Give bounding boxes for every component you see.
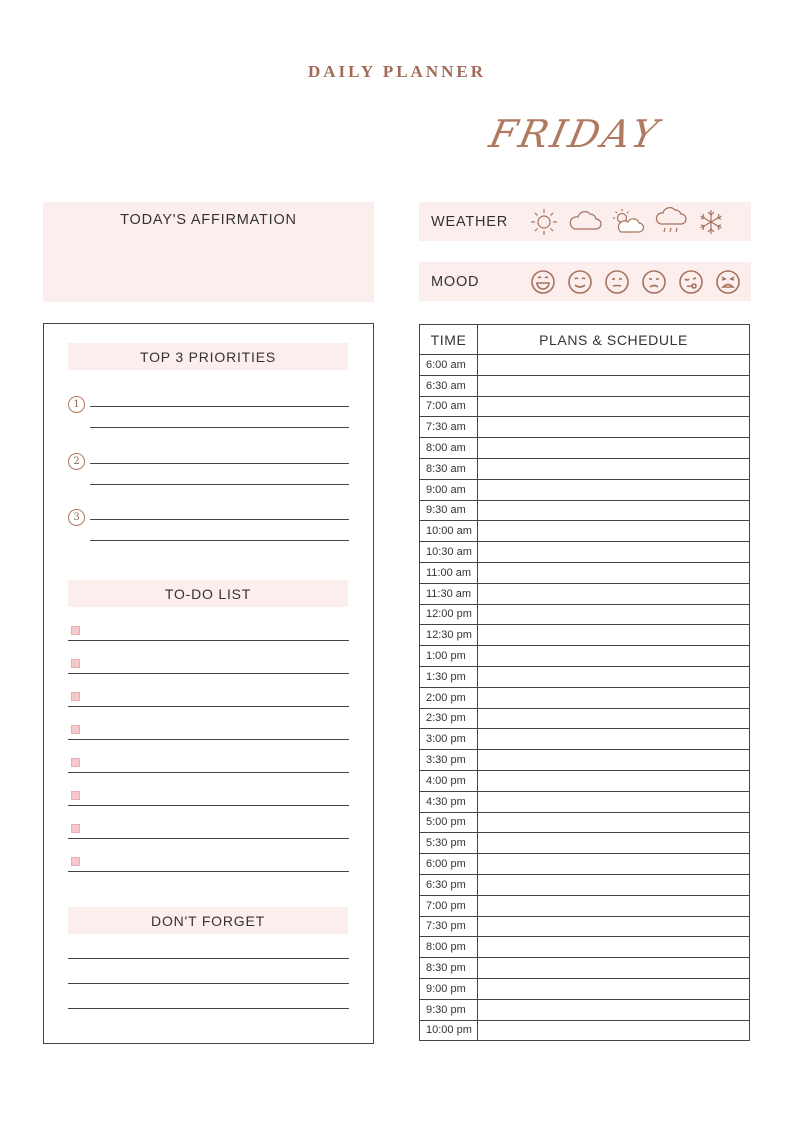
sun-icon[interactable] xyxy=(529,207,559,237)
checkbox[interactable] xyxy=(71,659,80,668)
time-slot-label: 7:00 am xyxy=(420,396,478,417)
priority-line[interactable] xyxy=(90,484,349,485)
table-row xyxy=(420,874,750,895)
table-row xyxy=(420,666,750,687)
time-slot-label: 9:00 pm xyxy=(420,978,478,999)
time-slot-label: 7:30 am xyxy=(420,417,478,438)
dont-forget-line[interactable] xyxy=(68,958,349,959)
left-panel xyxy=(43,323,374,1044)
table-row xyxy=(420,708,750,729)
time-slot-label: 6:00 am xyxy=(420,355,478,376)
time-slot-label: 8:30 pm xyxy=(420,958,478,979)
plan-cell[interactable] xyxy=(478,791,750,812)
neutral-face-icon[interactable] xyxy=(603,268,631,296)
time-slot-label: 8:30 am xyxy=(420,458,478,479)
time-slot-label: 10:30 am xyxy=(420,542,478,563)
checkbox[interactable] xyxy=(71,725,80,734)
priorities-heading: TOP 3 PRIORITIES xyxy=(68,343,348,370)
table-row xyxy=(420,916,750,937)
time-slot-label: 9:30 pm xyxy=(420,999,478,1020)
table-row xyxy=(420,604,750,625)
todo-line[interactable] xyxy=(68,805,349,806)
table-row xyxy=(420,375,750,396)
table-row xyxy=(420,750,750,771)
todo-item[interactable] xyxy=(68,791,349,811)
priority-number: 3 xyxy=(68,509,85,526)
plan-cell[interactable] xyxy=(478,708,750,729)
priority-item[interactable] xyxy=(68,509,349,549)
schedule-table xyxy=(419,324,750,1041)
time-slot-label: 5:00 pm xyxy=(420,812,478,833)
plan-cell[interactable] xyxy=(478,417,750,438)
table-row xyxy=(420,687,750,708)
cloud-icon[interactable] xyxy=(568,207,602,237)
time-slot-label: 10:00 am xyxy=(420,521,478,542)
plan-cell[interactable] xyxy=(478,770,750,791)
priority-line[interactable] xyxy=(90,519,349,520)
plan-cell[interactable] xyxy=(478,750,750,771)
day-name: FRIDAY xyxy=(485,112,665,156)
table-row xyxy=(420,729,750,750)
table-row xyxy=(420,958,750,979)
todo-item[interactable] xyxy=(68,758,349,778)
todo-line[interactable] xyxy=(68,739,349,740)
todo-item[interactable] xyxy=(68,659,349,679)
time-slot-label: 10:00 pm xyxy=(420,1020,478,1041)
plan-cell[interactable] xyxy=(478,625,750,646)
plan-cell[interactable] xyxy=(478,521,750,542)
todo-item[interactable] xyxy=(68,626,349,646)
time-slot-label: 6:30 pm xyxy=(420,874,478,895)
plan-cell[interactable] xyxy=(478,895,750,916)
table-row xyxy=(420,625,750,646)
plan-cell[interactable] xyxy=(478,355,750,376)
table-row xyxy=(420,999,750,1020)
table-row xyxy=(420,791,750,812)
plan-cell[interactable] xyxy=(478,1020,750,1041)
table-row xyxy=(420,396,750,417)
table-row xyxy=(420,854,750,875)
table-row xyxy=(420,1020,750,1041)
table-row xyxy=(420,458,750,479)
time-slot-label: 6:00 pm xyxy=(420,854,478,875)
plan-cell[interactable] xyxy=(478,583,750,604)
table-row xyxy=(420,355,750,376)
time-slot-label: 12:00 pm xyxy=(420,604,478,625)
plan-cell[interactable] xyxy=(478,999,750,1020)
time-slot-label: 6:30 am xyxy=(420,375,478,396)
table-row xyxy=(420,770,750,791)
todo-item[interactable] xyxy=(68,857,349,877)
table-row xyxy=(420,833,750,854)
time-slot-label: 3:00 pm xyxy=(420,729,478,750)
time-slot-label: 7:00 pm xyxy=(420,895,478,916)
time-slot-label: 7:30 pm xyxy=(420,916,478,937)
time-slot-label: 1:30 pm xyxy=(420,666,478,687)
time-slot-label: 8:00 am xyxy=(420,438,478,459)
table-row xyxy=(420,978,750,999)
partly-cloudy-icon[interactable] xyxy=(611,207,645,237)
mood-bar xyxy=(419,262,751,301)
plan-cell[interactable] xyxy=(478,396,750,417)
plan-cell[interactable] xyxy=(478,729,750,750)
plan-cell[interactable] xyxy=(478,666,750,687)
table-row xyxy=(420,812,750,833)
sad-face-icon[interactable] xyxy=(640,268,668,296)
checkbox[interactable] xyxy=(71,626,80,635)
time-slot-label: 9:00 am xyxy=(420,479,478,500)
plan-cell[interactable] xyxy=(478,438,750,459)
time-slot-label: 5:30 pm xyxy=(420,833,478,854)
time-slot-label: 2:30 pm xyxy=(420,708,478,729)
planner-title: DAILY PLANNER xyxy=(307,62,486,81)
priority-item[interactable] xyxy=(68,396,349,436)
plan-cell[interactable] xyxy=(478,500,750,521)
time-slot-label: 11:00 am xyxy=(420,562,478,583)
frown-face-icon[interactable] xyxy=(714,268,742,296)
table-row xyxy=(420,895,750,916)
todo-line[interactable] xyxy=(68,772,349,773)
time-slot-label: 1:00 pm xyxy=(420,646,478,667)
time-slot-label: 11:30 am xyxy=(420,583,478,604)
todo-line[interactable] xyxy=(68,706,349,707)
schedule-body xyxy=(420,355,750,1041)
rain-cloud-icon[interactable] xyxy=(654,206,688,238)
todo-line[interactable] xyxy=(68,673,349,674)
dont-forget-heading: DON'T FORGET xyxy=(68,907,348,934)
grin-face-icon[interactable] xyxy=(529,268,557,296)
time-slot-label: 12:30 pm xyxy=(420,625,478,646)
checkbox[interactable] xyxy=(71,791,80,800)
todo-item[interactable] xyxy=(68,725,349,745)
plan-cell[interactable] xyxy=(478,562,750,583)
plan-cell[interactable] xyxy=(478,916,750,937)
snowflake-icon[interactable] xyxy=(697,208,725,236)
todo-line[interactable] xyxy=(68,871,349,872)
checkbox[interactable] xyxy=(71,857,80,866)
plan-cell[interactable] xyxy=(478,812,750,833)
dont-forget-line[interactable] xyxy=(68,1008,349,1009)
plan-cell[interactable] xyxy=(478,958,750,979)
checkbox[interactable] xyxy=(71,692,80,701)
table-row xyxy=(420,479,750,500)
table-row xyxy=(420,937,750,958)
table-row xyxy=(420,417,750,438)
plan-cell[interactable] xyxy=(478,854,750,875)
plan-cell[interactable] xyxy=(478,937,750,958)
affirmation-label: TODAY'S AFFIRMATION xyxy=(120,212,297,228)
wink-face-icon[interactable] xyxy=(677,268,705,296)
table-row xyxy=(420,521,750,542)
plan-cell[interactable] xyxy=(478,978,750,999)
priority-item[interactable] xyxy=(68,453,349,493)
plan-cell[interactable] xyxy=(478,375,750,396)
affirmation-box[interactable] xyxy=(43,202,374,302)
table-row xyxy=(420,542,750,563)
plan-cell[interactable] xyxy=(478,874,750,895)
time-slot-label: 4:30 pm xyxy=(420,791,478,812)
plan-cell[interactable] xyxy=(478,458,750,479)
time-slot-label: 3:30 pm xyxy=(420,750,478,771)
priority-line[interactable] xyxy=(90,406,349,407)
time-slot-label: 8:00 pm xyxy=(420,937,478,958)
time-slot-label: 9:30 am xyxy=(420,500,478,521)
checkbox[interactable] xyxy=(71,824,80,833)
plan-cell[interactable] xyxy=(478,604,750,625)
todo-item[interactable] xyxy=(68,824,349,844)
mood-label: MOOD xyxy=(431,273,480,290)
todo-line[interactable] xyxy=(68,838,349,839)
dont-forget-line[interactable] xyxy=(68,983,349,984)
table-row xyxy=(420,438,750,459)
smile-face-icon[interactable] xyxy=(566,268,594,296)
weather-label: WEATHER xyxy=(431,213,509,230)
priority-line[interactable] xyxy=(90,463,349,464)
priority-number: 2 xyxy=(68,453,85,470)
todo-line[interactable] xyxy=(68,640,349,641)
todo-item[interactable] xyxy=(68,692,349,712)
priority-line[interactable] xyxy=(90,427,349,428)
plan-cell[interactable] xyxy=(478,833,750,854)
table-row xyxy=(420,562,750,583)
priority-number: 1 xyxy=(68,396,85,413)
time-slot-label: 4:00 pm xyxy=(420,770,478,791)
time-header: TIME xyxy=(420,325,478,355)
table-row xyxy=(420,500,750,521)
table-row xyxy=(420,583,750,604)
weather-bar xyxy=(419,202,751,241)
todo-heading: TO-DO LIST xyxy=(68,580,348,607)
plans-header: PLANS & SCHEDULE xyxy=(478,325,750,355)
time-slot-label: 2:00 pm xyxy=(420,687,478,708)
priority-line[interactable] xyxy=(90,540,349,541)
plan-cell[interactable] xyxy=(478,687,750,708)
plan-cell[interactable] xyxy=(478,542,750,563)
plan-cell[interactable] xyxy=(478,646,750,667)
table-row xyxy=(420,646,750,667)
checkbox[interactable] xyxy=(71,758,80,767)
plan-cell[interactable] xyxy=(478,479,750,500)
